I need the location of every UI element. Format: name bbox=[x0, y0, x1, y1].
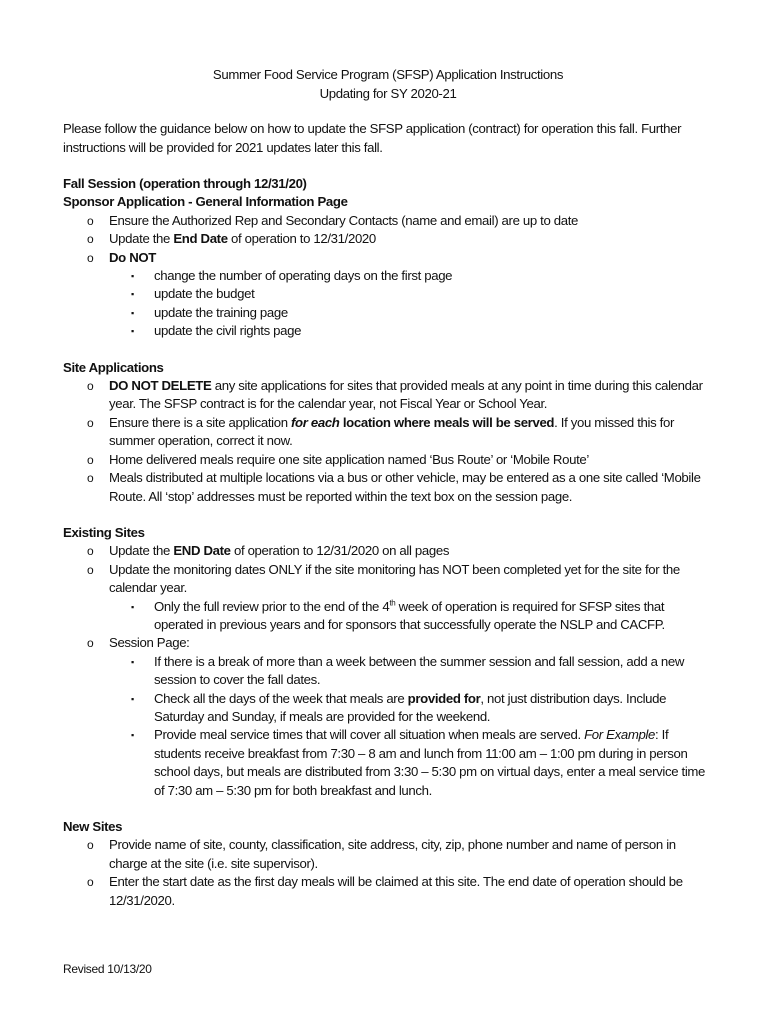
list-item: o Update the monitoring dates ONLY if the site monitoring has NOT been completed yet for the site for the calendar year. ▪ Only the full review prior to the end of the 4th week of operation is required for SFSP sites that operated in previous years and for sponsors that successfully operate the NSLP and CACFP. bbox=[63, 561, 713, 635]
circle-bullet-icon: o bbox=[87, 213, 94, 228]
revision-footer: Revised 10/13/20 bbox=[63, 962, 152, 976]
square-bullet-icon: ▪ bbox=[131, 730, 134, 741]
sub-list-item: ▪ Only the full review prior to the end of the 4th week of operation is required for SFSP sites that operated in previous years and for sponsors that successfully operate the NSLP and CACFP. bbox=[131, 598, 665, 632]
square-bullet-icon: ▪ bbox=[131, 656, 134, 667]
sub-list-item: ▪ If there is a break of more than a week between the summer session and fall session, add a new session to cover the fall dates. bbox=[131, 653, 685, 688]
square-bullet-icon: ▪ bbox=[131, 601, 134, 612]
site-applications-list bbox=[63, 377, 713, 506]
existing-sites-heading: Existing Sites bbox=[63, 524, 145, 540]
list-item: o Meals distributed at multiple locations via a bus or other vehicle, may be entered as a one site called ‘Mobile Route. All ‘stop’ addresses must be reported within the text box on the session page. bbox=[87, 470, 701, 504]
circle-bullet-icon: o bbox=[87, 415, 94, 430]
circle-bullet-icon: o bbox=[87, 838, 94, 853]
document-title bbox=[63, 66, 713, 103]
sponsor-application-heading: Sponsor Application - General Information Page bbox=[63, 194, 348, 210]
document-body bbox=[63, 66, 713, 910]
intro-paragraph: Please follow the guidance below on how to update the SFSP application (contract) for operation this fall. Further instructions will be provided for 2021 updates later this fall. bbox=[63, 121, 682, 155]
list-item: o Home delivered meals require one site application named ‘Bus Route’ or ‘Mobile Route’ bbox=[63, 451, 713, 469]
sub-list-item: ▪ update the civil rights page bbox=[109, 322, 713, 340]
sub-list-item: ▪ update the budget bbox=[109, 285, 713, 303]
title-line-2: Updating for SY 2020-21 bbox=[319, 85, 457, 101]
square-bullet-icon: ▪ bbox=[131, 326, 134, 337]
new-sites-heading: New Sites bbox=[63, 819, 123, 834]
list-item: o DO NOT DELETE any site applications for sites that provided meals at any point in time during this calendar year. The SFSP contract is for the calendar year, not Fiscal Year or School Year. bbox=[87, 378, 703, 412]
circle-bullet-icon: o bbox=[87, 232, 94, 247]
list-item: o Session Page: ▪ If there is a break of more than a week between the summer session and fall session, add a new session to cover the fall dates. ▪ Check all the days of the week that meals are provided for, not just distribution days. Include Saturday and Sunday, if meals are provided for the weekend. ▪ Provide meal service times that will cover all situation when meals are served. For Example: If students receive breakfast from 7:30 – 8 am and lunch from 11:00 am – 1:00 pm during in person school days, but meals are distributed from 3:30 – 5:30 pm on virtual days, enter a meal service time of 7:30 am – 5:30 pm for both breakfast and lunch. bbox=[63, 634, 713, 800]
list-item: o Enter the start date as the first day meals will be claimed at this site. The end date of operation should be 12/31/2020. bbox=[87, 874, 683, 908]
circle-bullet-icon: o bbox=[87, 636, 94, 651]
square-bullet-icon: ▪ bbox=[131, 307, 134, 318]
new-sites-list bbox=[63, 836, 713, 910]
sponsor-list bbox=[63, 212, 713, 341]
square-bullet-icon: ▪ bbox=[131, 271, 134, 282]
existing-sites-list bbox=[63, 542, 713, 800]
title-line-1: Summer Food Service Program (SFSP) Application Instructions bbox=[212, 67, 564, 82]
sub-list-item: ▪ Check all the days of the week that meals are provided for, not just distribution days. Include Saturday and Sunday, if meals are provided for the weekend. bbox=[131, 690, 667, 724]
list-item: o Update the End Date of operation to 12/31/2020 bbox=[63, 230, 713, 248]
circle-bullet-icon: o bbox=[87, 452, 94, 467]
list-item: o Update the END Date of operation to 12/31/2020 on all pages bbox=[63, 542, 713, 560]
fall-session-heading: Fall Session (operation through 12/31/20) bbox=[63, 176, 307, 191]
circle-bullet-icon: o bbox=[87, 544, 94, 559]
circle-bullet-icon: o bbox=[87, 471, 94, 486]
session-page-sublist bbox=[109, 653, 713, 800]
monitoring-sublist bbox=[109, 598, 713, 635]
list-item: o Ensure there is a site application for each location where meals will be served. If you missed this for summer operation, correct it now. bbox=[87, 414, 674, 449]
square-bullet-icon: ▪ bbox=[131, 693, 134, 704]
list-item: o Ensure the Authorized Rep and Secondary Contacts (name and email) are up to date bbox=[63, 212, 713, 230]
circle-bullet-icon: o bbox=[87, 562, 94, 577]
sub-list-item: ▪ update the training page bbox=[109, 304, 713, 322]
sub-list-item: ▪ Provide meal service times that will cover all situation when meals are served. For Example: If students receive breakfast from 7:30 – 8 am and lunch from 11:00 am – 1:00 pm during in person school days, but meals are distributed from 3:30 – 5:30 pm on virtual days, enter a meal service time of 7:30 am – 5:30 pm for both breakfast and lunch. bbox=[131, 727, 706, 798]
site-applications-heading: Site Applications bbox=[63, 359, 164, 375]
square-bullet-icon: ▪ bbox=[131, 289, 134, 300]
do-not-sublist bbox=[109, 267, 713, 341]
circle-bullet-icon: o bbox=[87, 875, 94, 890]
circle-bullet-icon: o bbox=[87, 250, 94, 265]
circle-bullet-icon: o bbox=[87, 379, 94, 394]
list-item: o Do NOT ▪ change the number of operating days on the first page ▪ update the budget ▪ update the training page ▪ update the civil rights page bbox=[63, 249, 713, 341]
list-item: o Provide name of site, county, classification, site address, city, zip, phone number and name of person in charge at the site (i.e. site supervisor). bbox=[87, 837, 676, 871]
sub-list-item: ▪ change the number of operating days on the first page bbox=[109, 267, 713, 285]
